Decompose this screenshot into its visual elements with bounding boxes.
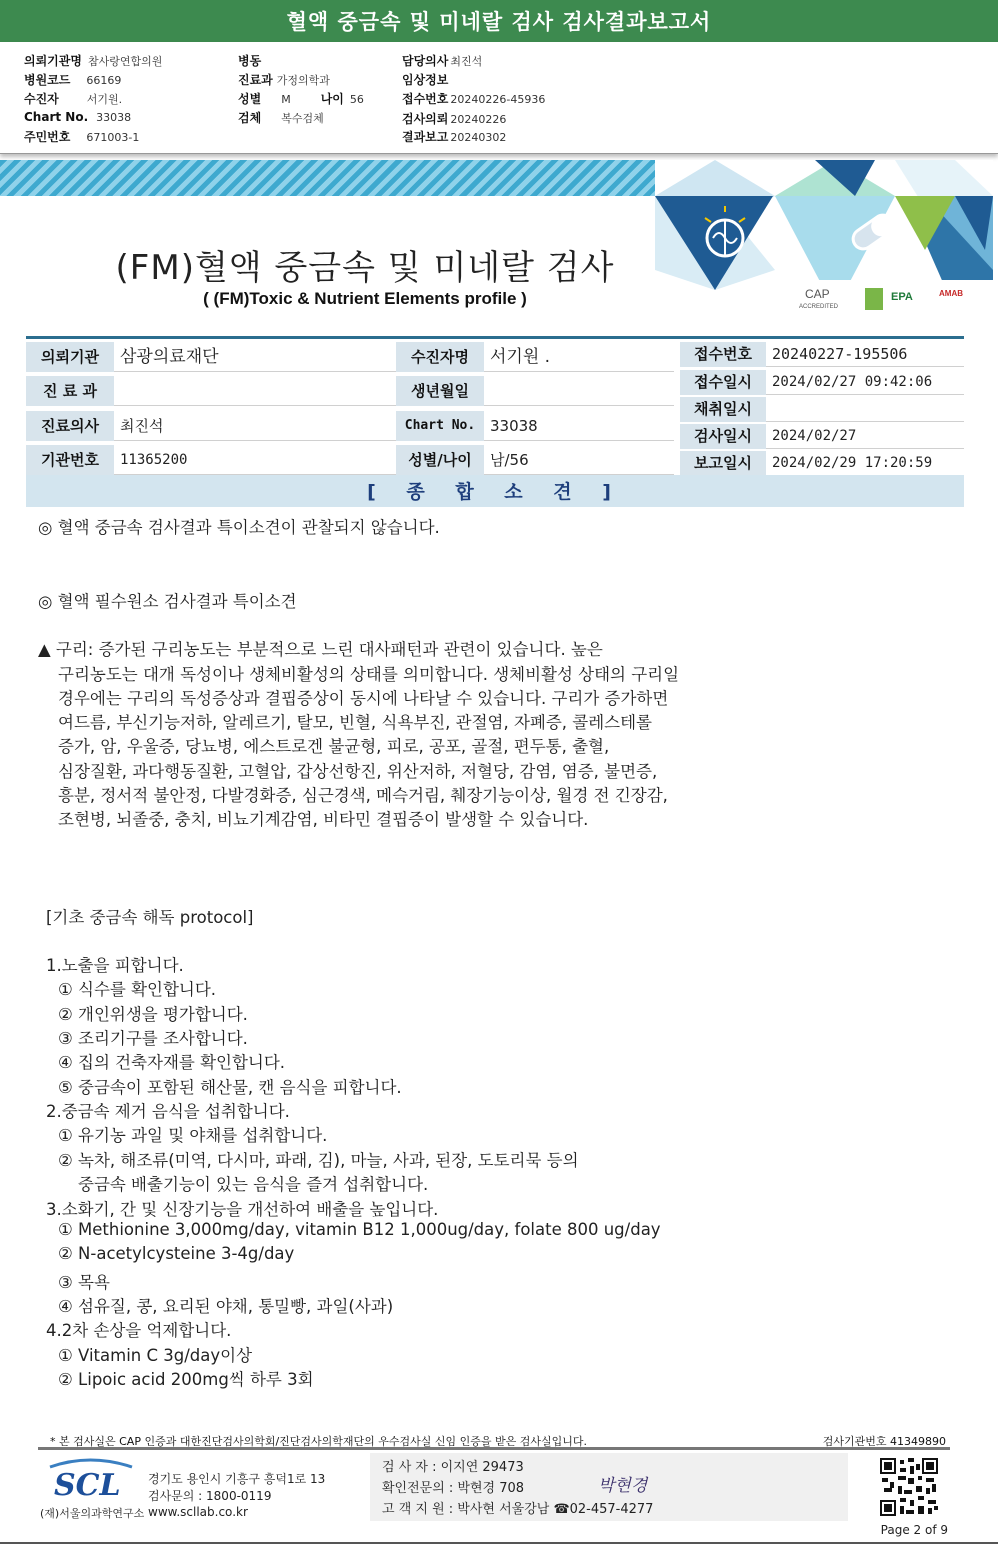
dept-label: 진료과 <box>238 73 273 87</box>
sex-label: 성별 <box>238 92 262 106</box>
dept-value <box>114 376 396 406</box>
protocol-item: ③ 조리기구를 조사합니다. <box>58 1029 248 1048</box>
receipt-label: 접수번호 <box>402 92 449 106</box>
inst-value: 11365200 <box>114 445 396 475</box>
protocol-item: ① 유기농 과일 및 야채를 섭취합니다. <box>58 1126 328 1145</box>
copper-finding-line: 조현병, 뇌졸중, 충치, 비뇨기계감염, 비타민 결핍증이 발생할 수 있습니다. <box>58 810 589 829</box>
qr-code-icon <box>880 1458 938 1516</box>
sexage-value: 남/56 <box>484 445 674 475</box>
dept-value: 가정의학과 <box>276 74 330 87</box>
protocol-item: ② Lipoic acid 200mg씩 하루 3회 <box>58 1370 314 1389</box>
institution-code: 검사기관번호 41349890 <box>822 1435 946 1448</box>
chart-label: Chart No. <box>24 110 89 124</box>
chart-value: 33038 <box>484 411 674 441</box>
request-date-value: 20240226 <box>450 113 507 126</box>
cap-logo: CAP <box>805 287 830 301</box>
copper-finding-line: 경우에는 구리의 독성증상과 결핍증상이 동시에 나타날 수 있습니다. 구리가 증가하면 <box>58 689 669 708</box>
org-label: 의뢰기관 <box>26 342 114 372</box>
requester-value: 참사랑연합의원 <box>87 55 163 68</box>
scl-phone: 검사문의 : 1800-0119 <box>148 1489 272 1503</box>
protocol-step: 2.중금속 제거 음식을 섭취합니다. <box>46 1102 290 1121</box>
receipt-value: 20240227-195506 <box>766 342 964 367</box>
protocol-item: 중금속 배출기능이 있는 음식을 즐겨 섭취합니다. <box>78 1175 429 1194</box>
chart-label: Chart No. <box>396 411 484 441</box>
doctor-value: 최진석 <box>114 411 396 441</box>
patient-name-label: 수진자 <box>24 92 59 106</box>
id-value: 671003-1 <box>86 131 140 144</box>
report-value: 2024/02/29 17:20:59 <box>766 451 964 476</box>
inst-label: 기관번호 <box>26 445 114 475</box>
report-label: 보고일시 <box>680 451 766 476</box>
age-value: 56 <box>349 93 364 106</box>
copper-finding-line: 구리농도는 대개 독성이나 생체비활성의 상태를 의미합니다. 생체비활성 상태의 구리일 <box>58 665 680 684</box>
hospital-code-label: 병원코드 <box>24 73 71 87</box>
tester: 검 사 자 : 이지연 29473 <box>382 1460 524 1475</box>
protocol-item: ⑤ 중금속이 포함된 해산물, 캔 음식을 피합니다. <box>58 1078 402 1097</box>
svg-text:SCL: SCL <box>54 1468 121 1503</box>
test-value: 2024/02/27 <box>766 424 964 449</box>
protocol-item: ② N-acetylcysteine 3-4g/day <box>58 1244 295 1263</box>
birth-value <box>484 376 674 406</box>
protocol-step: 4.2차 손상을 억제합니다. <box>46 1321 232 1340</box>
birth-label: 생년월일 <box>396 376 484 406</box>
page-subtitle: ( (FM)Toxic & Nutrient Elements profile ) <box>203 289 527 308</box>
scl-website[interactable]: www.scllab.co.kr <box>148 1505 248 1519</box>
receipt-label: 접수번호 <box>680 342 766 367</box>
epa-logo: EPA <box>891 291 913 303</box>
request-date-label: 검사의뢰 <box>402 112 449 126</box>
patient-header <box>0 42 998 154</box>
decorative-stripes <box>0 160 660 196</box>
sexage-label: 성별/나이 <box>396 445 484 475</box>
chart-value: 33038 <box>96 111 132 124</box>
info-table <box>26 336 964 474</box>
scl-address: 경기도 용인시 기흥구 흥덕1로 13 <box>148 1472 326 1486</box>
scl-org-name: (재)서울의과학연구소 <box>40 1507 145 1520</box>
protocol-step: 1.노출을 피합니다. <box>46 956 184 975</box>
protocol-step: 3.소화기, 간 및 신장기능을 개선하여 배출을 높입니다. <box>46 1200 439 1219</box>
accreditation-note: * 본 검사실은 CAP 인증과 대한진단검사의학회/진단검사의학재단의 우수검사실 신임 인증을 받은 검사실입니다. <box>50 1435 588 1448</box>
protocol-item: ① Methionine 3,000mg/day, vitamin B12 1,000ug/day, folate 800 ug/day <box>58 1220 661 1239</box>
page-title: (FM)혈액 중금속 및 미네랄 검사 <box>115 248 615 288</box>
sex-value: M <box>281 93 291 106</box>
scl-logo <box>46 1457 136 1503</box>
report-title: 혈액 중금속 및 미네랄 검사 검사결과보고서 <box>0 0 998 42</box>
patient-value: 서기원 . <box>484 342 674 372</box>
report-date-label: 결과보고 <box>402 130 449 144</box>
collect-label: 채취일시 <box>680 397 766 422</box>
page-number: Page 2 of 9 <box>880 1523 948 1537</box>
protocol-item: ② 개인위생을 평가합니다. <box>58 1005 248 1024</box>
receipt-time-value: 2024/02/27 09:42:06 <box>766 370 964 395</box>
protocol-item: ② 녹차, 해조류(미역, 다시마, 파래, 김), 마늘, 사과, 된장, 도토리묵 등의 <box>58 1151 579 1170</box>
patient-label: 수진자명 <box>396 342 484 372</box>
doctor-label: 진료의사 <box>26 411 114 441</box>
clinical-label: 임상정보 <box>402 73 449 87</box>
report-date-value: 20240302 <box>450 131 507 144</box>
age-label: 나이 <box>320 92 344 106</box>
staff-info <box>370 1453 848 1521</box>
receipt-value: 20240226-45936 <box>450 93 546 106</box>
essential-element-heading: ◎ 혈액 필수원소 검사결과 특이소견 <box>38 592 297 611</box>
copper-finding-line: 심장질환, 과다행동질환, 고혈압, 갑상선항진, 위산저하, 저혈당, 감염, 염증, 불면증, <box>58 762 658 781</box>
test-label: 검사일시 <box>680 424 766 449</box>
doctor-label: 담당의사 <box>402 54 449 68</box>
ward-label: 병동 <box>238 54 262 68</box>
copper-finding-line: 증가, 암, 우울증, 당뇨병, 에스트로겐 불균형, 피로, 공포, 골절, 편두통, 출혈, <box>58 737 610 756</box>
patient-name-value: 서기원. <box>86 93 123 106</box>
bottom-divider <box>0 1542 998 1544</box>
amab-logo: AMAB <box>939 289 963 298</box>
doctor-signature: 박현경 <box>598 1476 648 1496</box>
org-value: 삼광의료재단 <box>114 342 396 372</box>
specimen-label: 검체 <box>238 111 262 125</box>
confirming-doctor: 확인전문의 : 박현경 708 <box>382 1481 525 1496</box>
requester-label: 의뢰기관명 <box>24 54 82 68</box>
id-label: 주민번호 <box>24 130 71 144</box>
protocol-heading: [기초 중금속 해독 protocol] <box>46 908 254 927</box>
dept-label: 진 료 과 <box>26 376 114 406</box>
customer-support: 고 객 지 원 : 박사현 서울강남 ☎02-457-4277 <box>382 1502 654 1517</box>
protocol-item: ④ 섬유질, 콩, 요리된 야채, 통밀빵, 과일(사과) <box>58 1297 394 1316</box>
protocol-item: ③ 목욕 <box>58 1273 110 1292</box>
copper-finding-line: ▲ 구리: 증가된 구리농도는 부분적으로 느린 대사패턴과 관련이 있습니다. 높은 <box>38 640 603 659</box>
protocol-item: ④ 집의 건축자재를 확인합니다. <box>58 1053 286 1072</box>
collect-value <box>766 397 964 422</box>
copper-finding-line: 흥분, 정서적 불안정, 다발경화증, 심근경색, 메슥거림, 췌장기능이상, 월경 전 긴장감, <box>58 786 668 805</box>
summary-heading: [ 종 합 소 견 ] <box>26 475 964 507</box>
copper-finding-line: 여드름, 부신기능저하, 알레르기, 탈모, 빈혈, 식욕부진, 관절염, 자폐증, 콜레스테롤 <box>58 713 652 732</box>
heavy-metal-finding: ◎ 혈액 중금속 검사결과 특이소견이 관찰되지 않습니다. <box>38 518 440 537</box>
doctor-value: 최진석 <box>450 55 483 68</box>
specimen-value: 복수검체 <box>281 112 324 125</box>
receipt-time-label: 접수일시 <box>680 370 766 395</box>
protocol-item: ① Vitamin C 3g/day이상 <box>58 1346 253 1365</box>
hospital-code-value: 66169 <box>86 74 122 87</box>
cap-accredited: ACCREDITED <box>799 304 839 310</box>
footer-divider <box>38 1447 950 1450</box>
protocol-item: ① 식수를 확인합니다. <box>58 980 217 999</box>
